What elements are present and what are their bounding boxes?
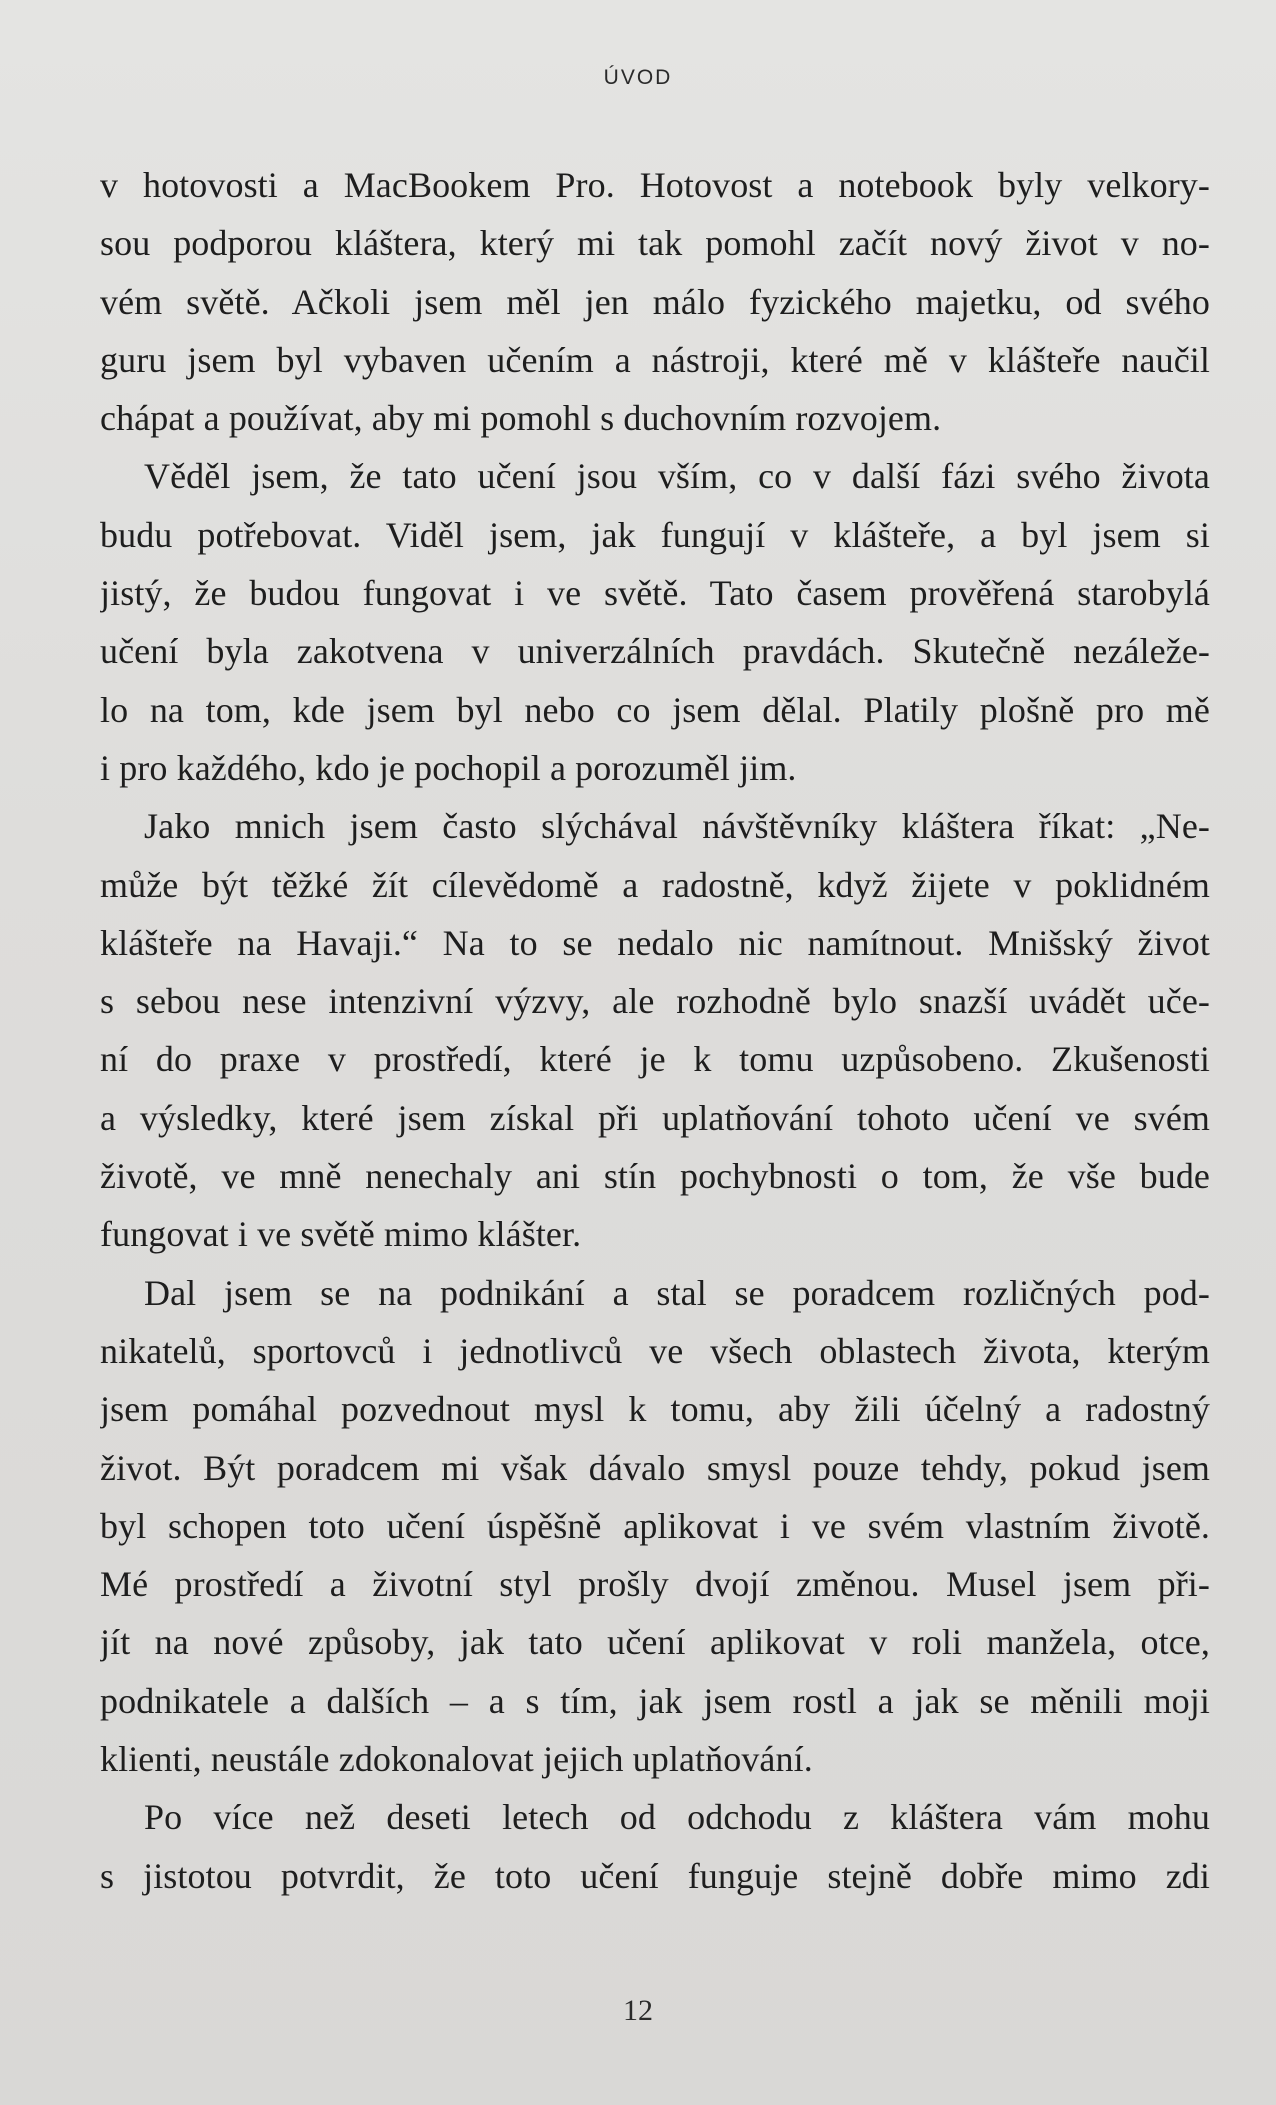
text-line: Po více než deseti letech od odchodu z kláštera vám mohu xyxy=(144,1797,1210,1838)
text-line: život. Být poradcem mi však dávalo smysl pouze tehdy, pokud jsem xyxy=(100,1447,1210,1488)
text-line: guru jsem byl vybaven učením a nástroji, které mě v klášteře naučil xyxy=(100,339,1210,380)
text-line: v hotovosti a MacBookem Pro. Hotovost a notebook byly velkory- xyxy=(100,165,1210,205)
text-line: sou podporou kláštera, který mi tak pomohl začít nový život v no- xyxy=(100,223,1210,264)
text-line: jistý, že budou fungovat i ve světě. Tato časem prověřená starobylá xyxy=(100,573,1210,614)
text-line: klienti, neustále zdokonalovat jejich uplatňování. xyxy=(100,1739,813,1780)
text-line: jsem pomáhal pozvednout mysl k tomu, aby žili účelný a radostný xyxy=(100,1389,1210,1430)
text-line: s jistotou potvrdit, že toto učení funguje stejně dobře mimo zdi xyxy=(100,1855,1210,1896)
text-line: chápat a používat, aby mi pomohl s duchovním rozvojem. xyxy=(100,398,942,439)
body-text xyxy=(100,156,1210,1905)
text-line: fungovat i ve světě mimo klášter. xyxy=(100,1214,582,1255)
text-line: s sebou nese intenzivní výzvy, ale rozhodně bylo snazší uvádět uče- xyxy=(100,981,1210,1022)
text-line: Dal jsem se na podnikání a stal se poradcem rozličných pod- xyxy=(144,1272,1210,1313)
text-line: Věděl jsem, že tato učení jsou vším, co v další fázi svého života xyxy=(144,456,1210,497)
text-line: vém světě. Ačkoli jsem měl jen málo fyzického majetku, od svého xyxy=(100,281,1210,322)
text-line: lo na tom, kde jsem byl nebo co jsem dělal. Platily plošně pro mě xyxy=(100,689,1210,730)
text-line: nikatelů, sportovců i jednotlivců ve všech oblastech života, kterým xyxy=(100,1330,1210,1371)
text-line: klášteře na Havaji.“ Na to se nedalo nic namítnout. Mnišský život xyxy=(100,922,1210,963)
page-number: 12 xyxy=(623,1994,653,2027)
text-line: a výsledky, které jsem získal při uplatňování tohoto učení ve svém xyxy=(100,1097,1210,1138)
text-line: ní do praxe v prostředí, které je k tomu uzpůsobeno. Zkušenosti xyxy=(100,1039,1210,1080)
text-line: podnikatele a dalších – a s tím, jak jsem rostl a jak se měnili moji xyxy=(100,1680,1210,1721)
text-line: budu potřebovat. Viděl jsem, jak fungují v klášteře, a byl jsem si xyxy=(100,514,1210,555)
running-head: ÚVOD xyxy=(603,66,673,89)
text-line: může být těžké žít cílevědomě a radostně, když žijete v poklidném xyxy=(100,864,1210,905)
text-line: učení byla zakotvena v univerzálních pravdách. Skutečně nezáleže- xyxy=(100,631,1210,672)
text-line: životě, ve mně nenechaly ani stín pochybnosti o tom, že vše bude xyxy=(100,1156,1210,1197)
text-line: byl schopen toto učení úspěšně aplikovat i ve svém vlastním životě. xyxy=(100,1505,1210,1546)
text-line: i pro každého, kdo je pochopil a porozuměl jim. xyxy=(100,747,797,788)
text-line: jít na nové způsoby, jak tato učení aplikovat v roli manžela, otce, xyxy=(100,1622,1210,1663)
text-line: Jako mnich jsem často slýchával návštěvníky kláštera říkat: „Ne- xyxy=(144,806,1210,847)
text-line: Mé prostředí a životní styl prošly dvojí změnou. Musel jsem při- xyxy=(100,1564,1210,1605)
